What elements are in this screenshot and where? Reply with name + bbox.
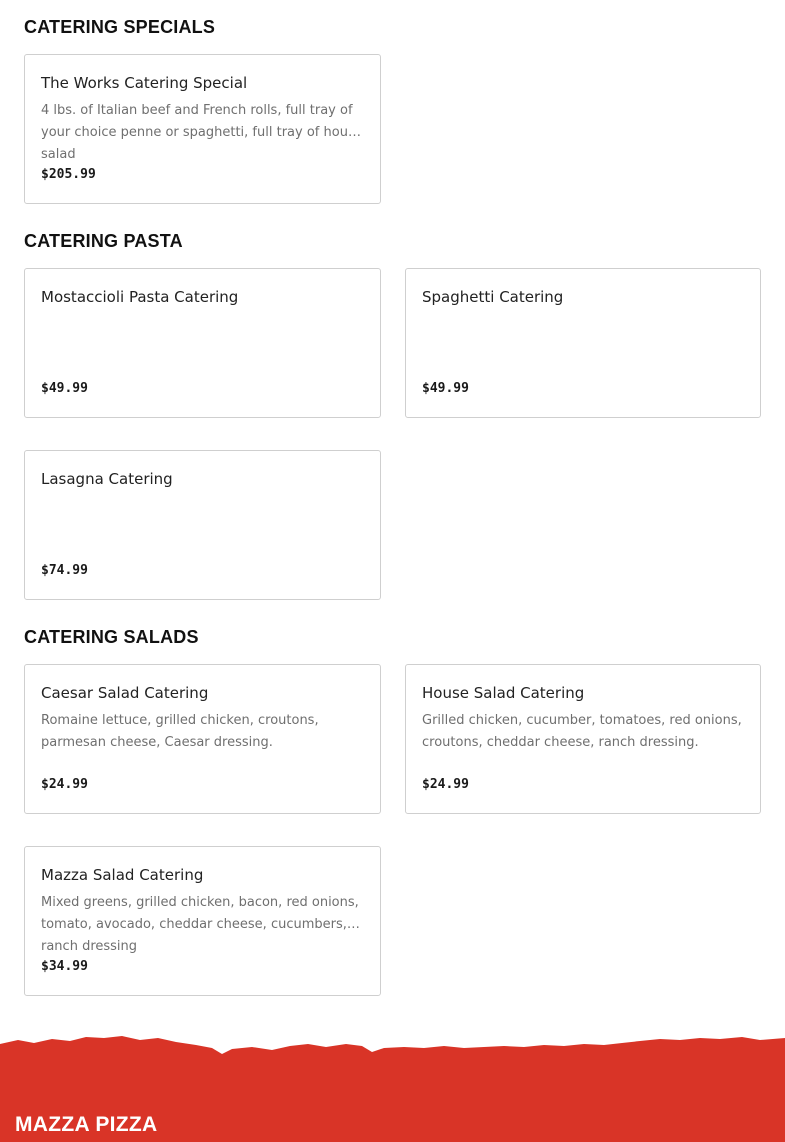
menu-item-price: $74.99: [41, 563, 88, 578]
menu-item-name: Spaghetti Catering: [422, 288, 564, 306]
menu-item-description: Grilled chicken, cucumber, tomatoes, red onions, croutons, cheddar cheese, ranch dressing.: [422, 713, 742, 750]
menu-item-price: $49.99: [422, 381, 469, 396]
menu-item-price: $34.99: [41, 959, 88, 974]
menu-item-description: Mixed greens, grilled chicken, bacon, red onions, tomato, avocado, cheddar cheese, cucumbers, ranch dressing: [41, 895, 359, 954]
menu-item-price: $24.99: [422, 777, 469, 792]
menu-item-name: Caesar Salad Catering: [41, 684, 209, 702]
menu-item-name: The Works Catering Special: [41, 74, 248, 92]
menu-item-name: Mostaccioli Pasta Catering: [41, 288, 239, 306]
menu-item-name: House Salad Catering: [422, 684, 585, 702]
section-title-catering-pasta: CATERING PASTA: [24, 231, 183, 251]
menu-item-price: $49.99: [41, 381, 88, 396]
menu-item-card[interactable]: [405, 268, 761, 418]
menu-item-card[interactable]: [24, 450, 381, 600]
site-footer: [0, 1030, 785, 1142]
menu-item-card[interactable]: [24, 268, 381, 418]
menu-item-card[interactable]: [24, 54, 381, 204]
menu-item-card[interactable]: [24, 664, 381, 814]
menu-item-name: Mazza Salad Catering: [41, 866, 204, 884]
section-title-catering-specials: CATERING SPECIALS: [24, 17, 216, 37]
menu-item-card[interactable]: [405, 664, 761, 814]
menu-item-price: $205.99: [41, 167, 96, 182]
menu-item-name: Lasagna Catering: [41, 470, 173, 488]
menu-item-card[interactable]: [24, 846, 381, 996]
section-title-catering-salads: CATERING SALADS: [24, 627, 199, 647]
menu-item-description: Romaine lettuce, grilled chicken, croutons, parmesan cheese, Caesar dressing.: [41, 713, 319, 750]
menu-item-description: 4 lbs. of Italian beef and French rolls, full tray of your choice penne or spaghetti, full tray of house salad: [41, 103, 363, 162]
footer-brand-name: MAZZA PIZZA: [15, 1113, 158, 1136]
menu-item-price: $24.99: [41, 777, 88, 792]
